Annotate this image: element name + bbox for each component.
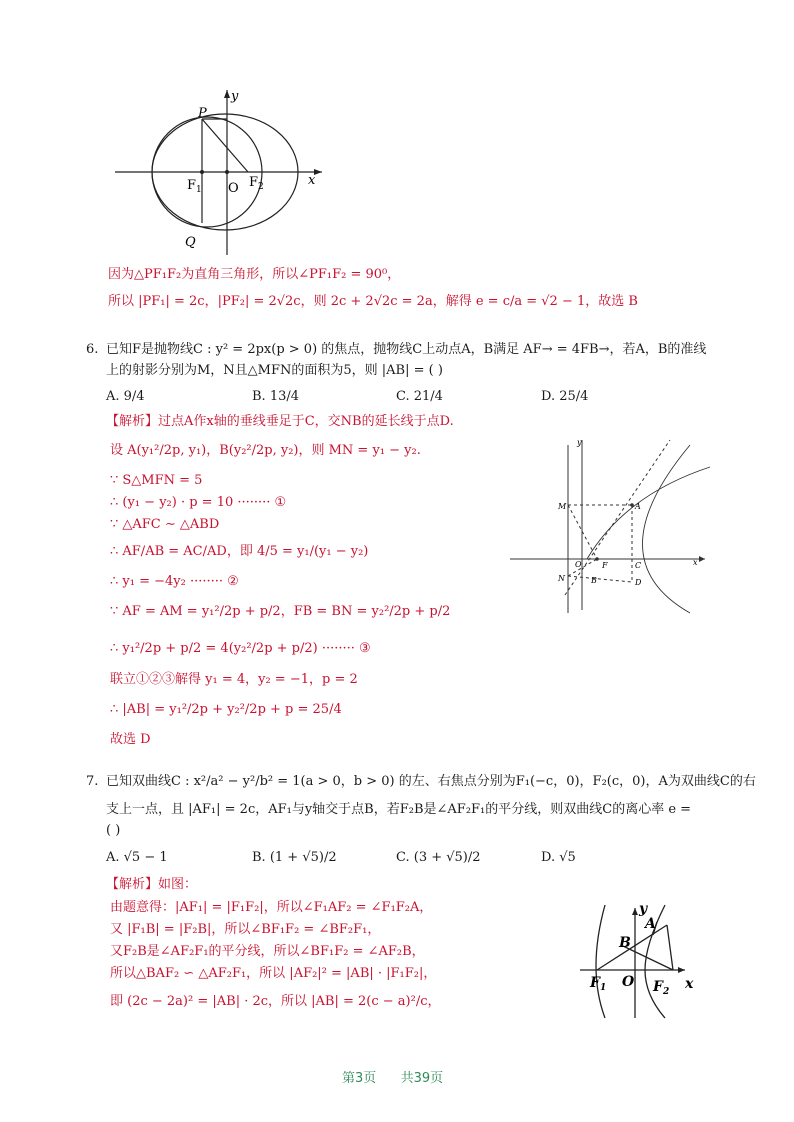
fig1-label-x: x	[308, 173, 316, 188]
q7-option-d: D. √5	[541, 850, 576, 865]
q6-analysis	[106, 413, 454, 431]
fig2-label-F: F	[602, 561, 608, 570]
q6-option-c: C. 21/4	[396, 389, 443, 404]
fig3-label-F2: $F_2$	[653, 979, 670, 997]
q6-step-3: ∴ (y₁ − y₂) · p = 10 ········ ①	[110, 495, 287, 510]
fig1-label-O: O	[228, 181, 239, 196]
q7-step-1: 由题意得：|AF₁| = |F₁F₂|，所以∠F₁AF₂ = ∠F₁F₂A，	[110, 900, 433, 915]
q6-step-1: 设 A(y₁²/2p, y₁)，B(y₂²/2p, y₂)，则 MN = y₁ − y₂.	[110, 443, 421, 458]
fig2-label-x: x	[693, 558, 698, 567]
q6-step-10: ∴ |AB| = y₁²/2p + y₂²/2p + p = 25/4	[110, 702, 342, 717]
fig2-label-D: D	[635, 578, 642, 587]
q6-stem-line2: 上的射影分别为M，N且△MFN的面积为5，则 |AB| = ( )	[106, 363, 443, 378]
fig2-label-y: y	[577, 438, 582, 447]
fig2-label-O: O	[575, 560, 582, 569]
q7-option-a: A. √5 − 1	[106, 850, 168, 865]
fig1-label-P: P	[198, 106, 207, 121]
fig2-label-N: N	[558, 574, 565, 583]
fig3-label-F1: $F_1$	[590, 975, 607, 993]
page-number: 第3页	[342, 1071, 377, 1086]
q7-stem-line2: 支上一点，且 |AF₁| = 2c，AF₁与y轴交于点B，若F₂B是∠AF₂F₁的平分线，则双曲线C的离心率 e =	[106, 802, 692, 817]
page-total: 共39页	[400, 1071, 444, 1086]
q6-option-b: B. 13/4	[252, 389, 300, 404]
q7-step-4: 所以△BAF₂ ∽ △AF₂F₁，所以 |AF₂|² = |AB| · |F₁F₂|，	[110, 966, 437, 981]
fig3-label-x: x	[685, 976, 694, 992]
fig1-label-F2: $F_2$	[249, 175, 264, 192]
hyperbola-figure	[575, 900, 710, 1020]
ellipse-circle-figure	[110, 85, 330, 260]
q7-analysis-text: 如图：	[158, 877, 198, 892]
sol5-line2: 所以 |PF₁| = 2c，|PF₂| = 2√2c，则 2c + 2√2c = 2a，解得 e = c/a = √2 − 1，故选 B	[108, 294, 638, 309]
q6-step-7: ∵ AF = AM = y₁²/2p + p/2，FB = BN = y₂²/2p + p/2	[110, 604, 451, 619]
fig1-label-F1: $F_1$	[187, 178, 202, 195]
q7-step-2: 又 |F₁B| = |F₂B|，所以∠BF₁F₂ = ∠BF₂F₁，	[110, 922, 381, 937]
fig3-label-O: O	[622, 974, 635, 990]
fig1-label-y: y	[231, 89, 239, 104]
q6-number: 6.	[86, 342, 99, 357]
q7-option-b: B. (1 + √5)/2	[252, 850, 337, 865]
q6-analysis-tag: 【解析】	[106, 414, 159, 429]
q6-step-2: ∵ S△MFN = 5	[110, 473, 203, 488]
q6-step-8: ∴ y₁²/2p + p/2 = 4(y₂²/2p + p/2) ········ ③	[110, 641, 371, 656]
fig3-label-A: A	[645, 916, 656, 932]
fig3-label-y: y	[639, 901, 648, 917]
fig2-label-C: C	[635, 561, 642, 570]
q6-step-5: ∴ AF/AB = AC/AD，即 4/5 = y₁/(y₁ − y₂)	[110, 544, 369, 559]
parabola-figure	[505, 435, 715, 615]
q7-stem-line1: 已知双曲线C : x²/a² − y²/b² = 1(a > 0，b > 0) 的左、右焦点分别为F₁(−c，0)，F₂(c，0)，A为双曲线C的右	[106, 774, 756, 789]
q6-step-11: 故选 D	[110, 732, 151, 747]
fig2-label-A: A	[635, 502, 641, 511]
fig3-label-B: B	[619, 935, 631, 951]
q7-number: 7.	[86, 774, 99, 789]
q7-step-5: 即 (2c − 2a)² = |AB| · 2c，所以 |AB| = 2(c − a)²/c，	[110, 994, 441, 1009]
q6-step-9: 联立①②③解得 y₁ = 4，y₂ = −1，p = 2	[110, 672, 358, 687]
q6-option-d: D. 25/4	[541, 389, 589, 404]
sol5-line1: 因为△PF₁F₂为直角三角形，所以∠PF₁F₂ = 90⁰，	[108, 267, 401, 282]
q6-option-a: A. 9/4	[106, 389, 145, 404]
q6-step-6: ∴ y₁ = −4y₂ ········ ②	[110, 574, 239, 589]
page-footer	[342, 1067, 443, 1086]
q7-stem-line3: ( )	[106, 823, 121, 838]
q7-analysis-tag: 【解析】	[106, 877, 159, 892]
q7-analysis	[106, 876, 197, 894]
fig1-label-Q: Q	[185, 235, 196, 250]
fig2-label-M: M	[558, 502, 567, 511]
q6-step-4: ∵ △AFC ∼ △ABD	[110, 517, 220, 532]
q7-step-3: 又F₂B是∠AF₂F₁的平分线，所以∠BF₁F₂ = ∠AF₂B，	[110, 944, 425, 959]
q6-analysis-text: 过点A作x轴的垂线垂足于C，交NB的延长线于点D.	[158, 414, 454, 429]
q7-option-c: C. (3 + √5)/2	[396, 850, 481, 865]
q6-stem-line1: 已知F是抛物线C : y² = 2px(p > 0) 的焦点，抛物线C上动点A，B满足 AF→ = 4FB→，若A，B的准线	[106, 342, 707, 357]
fig2-label-B: B	[591, 576, 597, 585]
